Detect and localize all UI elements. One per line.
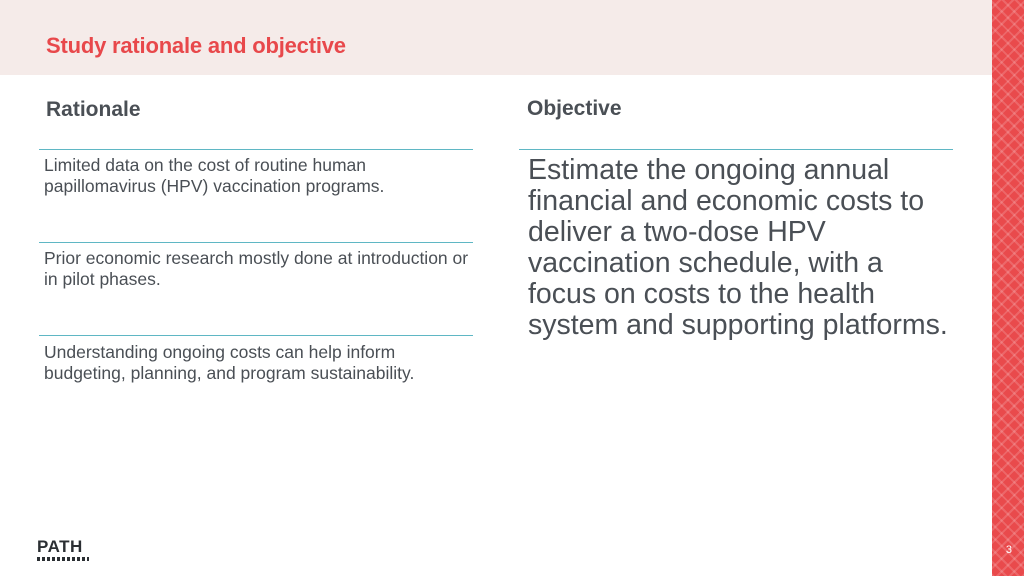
rationale-divider-3 [39, 335, 473, 336]
rationale-item-2: Prior economic research mostly done at introduction or in pilot phases. [44, 248, 469, 289]
objective-text: Estimate the ongoing annual financial and economic costs to deliver a two-dose HPV vaccination schedule, with a focus on costs to the health system and supporting platforms. [528, 154, 948, 341]
rationale-heading: Rationale [46, 98, 141, 121]
decorative-side-stripe [992, 0, 1024, 576]
rationale-divider-2 [39, 242, 473, 243]
rationale-item-3: Understanding ongoing costs can help inform budgeting, planning, and program sustainability. [44, 342, 415, 383]
path-logo-word: PATH [37, 537, 83, 556]
objective-heading: Objective [527, 97, 622, 120]
path-logo [37, 539, 89, 561]
objective-divider [519, 149, 953, 150]
page-number: 3 [1005, 544, 1012, 556]
slide-title: Study rationale and objective [46, 33, 346, 58]
path-logo-pattern [37, 557, 89, 561]
rationale-divider-1 [39, 149, 473, 150]
rationale-item-1: Limited data on the cost of routine human papillomavirus (HPV) vaccination programs. [44, 155, 385, 196]
